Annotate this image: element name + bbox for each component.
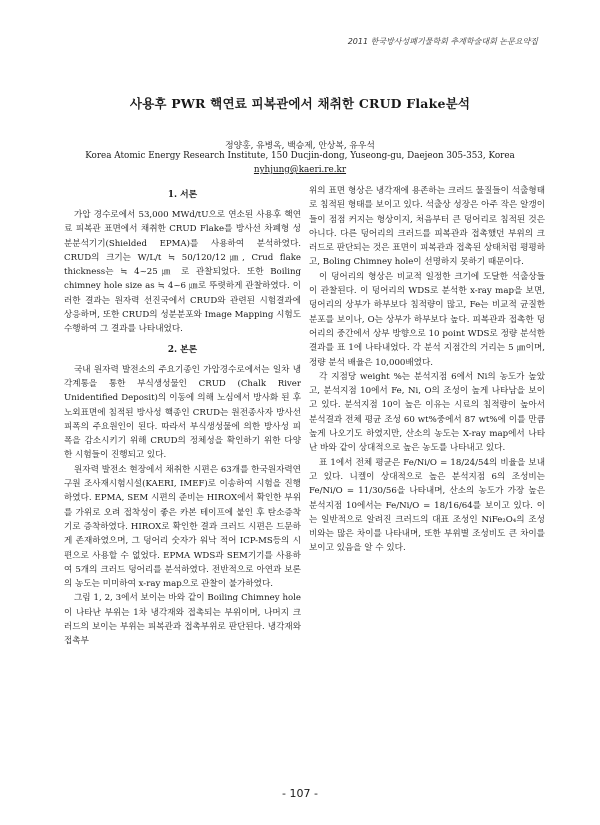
running-head: 2011 한국방사성폐기물학회 추계학술대회 논문요약집 bbox=[347, 37, 538, 46]
body-paragraph: 이 덩어리의 형상은 비교적 일정한 크기에 도달한 석출상들이 관찰된다. 이 덩어리의 WDS로 분석한 x-ray map을 보면, 덩어리의 상부가 하부보다 침적량이 많고, Fe는 비교적 균질한 분포를 보이나, O는 상부가 하부보다 높다. 피복관과 접촉한 덩어리의 중간에서 상부 방향으로 10 point WDS로 정량 분석한 결과를 표 1에 나타내었다. 각 분석 지점간의 거리는 5 ㎛이며, 정량 분석 배율은 10,000배였다. bbox=[309, 271, 545, 368]
intro-heading: 1. 서론 bbox=[167, 190, 198, 200]
body-paragraph: 위의 표면 형상은 냉각재에 용존하는 크러드 물질들이 석출형태로 침적된 형태를 보이고 있다. 석출상 성장은 아주 작은 알갱이들이 점점 커지는 형상이지, 처음부터 큰 덩어리로 침적된 것은 아니다. 다른 덩어리의 크러드를 피복관과 접촉했던 부위의 크러드로 판단되는 것은 표면이 피복관과 접촉된 상태처럼 평평하고, Boling Chimney hole이 선명하지 못하기 때문이다. bbox=[309, 186, 545, 268]
body-paragraph: 각 지점당 weight %는 분석지점 6에서 Ni의 농도가 높았고, 분석지점 10에서 Fe, Ni, O의 조성이 높게 나타남을 보이고 있다. 분석지점 10이 높은 이유는 시료의 침적량이 높아서 분석결과 전체 평균 조성 60 wt%중에서 87 wt%에 이를 만큼 높게 나오기도 하였지만, 산소의 농도는 X-ray map에서 나타난 바와 같이 상대적으로 높은 농도를 나타내고 있다. bbox=[309, 371, 545, 454]
left-column bbox=[64, 184, 301, 649]
right-column bbox=[309, 184, 545, 556]
affiliation: Korea Atomic Energy Research Institute, 150 Ducjin-dong, Yuseong-gu, Daejeon 305-353, Korea bbox=[85, 151, 515, 161]
body-paragraph: 표 1에서 전체 평균은 Fe/Ni/O = 18/24/54의 비율을 보내고 있다. 니켈이 상대적으로 높은 분석지점 6의 조성비는 Fe/Ni/O = 11/30/56을 나타내며, 산소의 농도가 가장 높은 분석지점 10에서는 Fe/Ni/O = 18/16/64를 보이고 있다. 이는 일반적으로 알려진 크러드의 대표 조성인 NiFe₂O₄의 조성비와는 많은 차이를 나타내며, 또한 부위별 조성비도 큰 차이를 보이고 있음을 알 수 있다. bbox=[309, 457, 545, 554]
body-paragraph: 그림 1, 2, 3에서 보이는 바와 같이 Boiling Chimney hole이 나타난 부위는 1차 냉각재와 접촉되는 부위이며, 나머지 크러드의 보이는 부위는 피복관과 접촉부위로 판단된다. 냉각재와 접촉부 bbox=[64, 593, 301, 647]
author-list: 정양홍, 유병옥, 백승제, 안상복, 유우석 bbox=[225, 141, 375, 151]
email-link[interactable]: nyhjung@kaeri.re.kr bbox=[253, 165, 347, 175]
body-paragraph: 원자력 발전소 현장에서 채취한 시편은 63개를 한국원자력연구원 조사재시험시설(KAERI, IMEF)로 이송하여 시험을 진행하였다. EPMA, SEM 시편의 준비는 HIROX에서 확인한 부위를 가위로 오려 접착성이 좋은 카본 테이프에 붙인 후 탄소증착기로 증착하였다. HIROX로 확인한 결과 크러드 시편은 드문하게 존재하였으며, 그 덩어리 숫자가 워낙 적어 ICP-MS등의 시편으로 사용할 수 없었다. EPMA WDS과 SEM기기를 사용하여 5개의 크러드 덩어리를 분석하였다. 전반적으로 아연과 보론의 농도는 미미하여 x-ray map으로 관찰이 불가하였다. bbox=[64, 464, 301, 590]
page-number: - 107 - bbox=[282, 787, 318, 800]
intro-paragraph: 가압 경수로에서 53,000 MWd/tU으로 연소된 사용후 핵연료 피복관 표면에서 채취한 CRUD Flake를 방사선 차폐형 성분분석기기(Shielded EPMA)를 사용하여 분석하였다. CRUD의 크기는 W/L/t ≒ 50/120/12㎛, Crud flake thickness는 ≒ 4~25㎛ 로 관찰되었다. 또한 Boiling chimney hole size as ≒ 4~6 ㎛로 뚜렷하게 관찰하였다. 이러한 결과는 원자력 선진국에서 CRUD와 관련된 시험결과에 상응하며, 또한 CRUD의 성분분포와 Image Mapping 시험도 수행하여 그 결과를 나타내었다. bbox=[64, 210, 301, 335]
body-heading: 2. 본론 bbox=[167, 344, 198, 355]
body-paragraph: 국내 원자력 발전소의 주요기종인 가압경수로에서는 일차 냉각계통을 통한 부식생성물인 CRUD (Chalk River Unidentified Deposit)의 이동에 의해 노심에서 방사화 된 후 노외표면에 침적된 방사성 핵종인 CRUD는 원전종사자 방사선 피폭의 주요원인이 된다. 따라서 부식생성물에 의한 방사성 피폭을 감소시키기 위해 CRUD의 정체성을 확인하기 위한 다양한 시험들이 진행되고 있다. bbox=[64, 364, 301, 461]
author-email[interactable] bbox=[0, 165, 600, 175]
paper-title: 사용후 PWR 핵연료 피복관에서 채취한 CRUD Flake분석 bbox=[129, 96, 471, 111]
